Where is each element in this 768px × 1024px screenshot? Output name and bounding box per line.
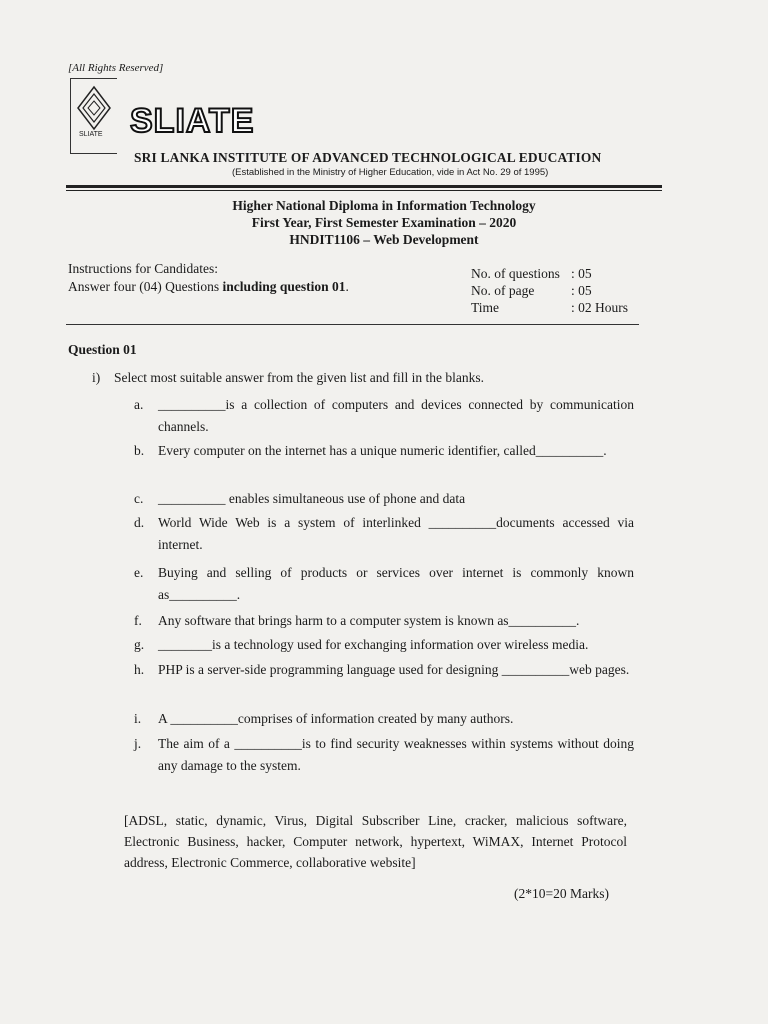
question-item-h: h. PHP is a server-side programming language used for designing __________web pages. [134,662,630,677]
question-item-c: c. __________ enables simultaneous use of phone and data [134,491,466,506]
question-item-j: j. The aim of a __________is to find security weaknesses within systems without doing any damage to the system. [134,736,634,773]
question-item-i: i. A __________comprises of information created by many authors. [134,711,514,726]
header-divider [66,185,662,188]
sliate-logo [70,78,117,154]
meta-time: Time : 02 Hours [471,300,628,315]
instructions-heading: Instructions for Candidates: [68,261,218,276]
section-divider [66,324,639,325]
question-item-f: f. Any software that brings harm to a computer system is known as__________. [134,613,580,628]
rights-notice: [All Rights Reserved] [68,62,164,74]
exam-session: First Year, First Semester Examination – 2020 [251,215,517,230]
answer-word-list: [ADSL, static, dynamic, Virus, Digital Subscriber Line, cracker, malicious software, Electronic Business, hacker, Computer network, hypertext, WiMAX, Internet Protocol address, Electronic Commerce, collaborative website] [124,813,627,870]
logo-caption: SLIATE [79,131,103,138]
question-item-e: e. Buying and selling of products or services over internet is commonly known as__________. [134,565,634,602]
established-note: (Established in the Ministry of Higher Education, vide in Act No. 29 of 1995) [232,167,549,178]
institute-name: SRI LANKA INSTITUTE OF ADVANCED TECHNOLOGICAL EDUCATION [134,150,602,165]
instructions [68,260,349,296]
programme-title: Higher National Diploma in Information Technology [232,198,536,213]
question-part: i) Select most suitable answer from the given list and fill in the blanks. [92,370,485,385]
marks-allocation: (2*10=20 Marks) [514,886,609,901]
header-divider-thin [66,190,662,191]
meta-pages: No. of page : 05 [471,283,592,298]
question-item-b: b. Every computer on the internet has a unique numeric identifier, called__________. [134,443,607,458]
brand-name: SLIATE [130,102,255,140]
diamond-logo-icon [75,85,113,131]
instructions-text: Answer four (04) Questions including question 01. [68,279,349,294]
question-title: Question 01 [68,342,137,357]
question-item-g: g. ________is a technology used for exchanging information over wireless media. [134,637,589,652]
question-item-a: a. __________is a collection of computers and devices connected by communication channels. [134,397,634,434]
exam-meta [471,265,628,316]
course-title: HNDIT1106 – Web Development [289,232,479,247]
meta-questions: No. of questions : 05 [471,266,592,281]
question-item-d: d. World Wide Web is a system of interlinked __________documents accessed via internet. [134,515,634,552]
